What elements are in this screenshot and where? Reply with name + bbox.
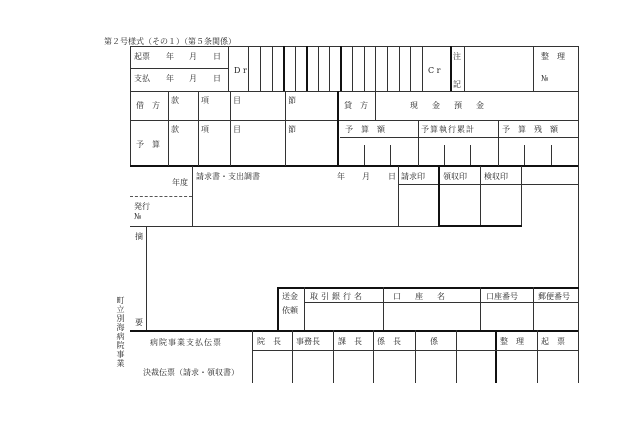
- rule: [387, 46, 388, 91]
- issue-no-label: №: [134, 212, 142, 221]
- rule: [418, 120, 419, 166]
- summary-label-1: 摘: [135, 232, 143, 241]
- invoice-month: 月: [362, 172, 370, 181]
- kihyo-year: 年: [166, 52, 174, 61]
- budget-kou-label: 項: [201, 125, 209, 134]
- rule: [146, 226, 147, 330]
- rule: [272, 46, 273, 91]
- kihyo-bottom-label: 起 票: [541, 337, 565, 346]
- rule: [551, 145, 552, 165]
- invoice-year: 年: [337, 172, 345, 181]
- rule: [456, 330, 457, 383]
- shiharai-year: 年: [166, 74, 174, 83]
- dotted-rule: [130, 196, 192, 197]
- rule: [333, 330, 334, 383]
- rule: [495, 330, 497, 383]
- rule: [383, 287, 384, 330]
- rule: [352, 46, 353, 91]
- rule: [277, 287, 279, 330]
- debit-side-label: 借 方: [136, 101, 160, 110]
- account-number-label: 口座番号: [486, 292, 518, 301]
- rule: [306, 46, 308, 91]
- rule: [340, 137, 578, 138]
- shiharai-label: 支払: [134, 74, 150, 83]
- rule: [304, 302, 578, 303]
- rule: [130, 68, 228, 69]
- debit-kan-label: 款: [171, 96, 179, 105]
- rule: [375, 91, 376, 120]
- rule: [295, 46, 296, 91]
- rule: [130, 46, 578, 47]
- budget-kan-label: 款: [171, 125, 179, 134]
- seiri-bottom-label: 整 理: [500, 337, 524, 346]
- rule: [578, 46, 579, 336]
- shiharai-day: 日: [213, 74, 221, 83]
- invoice-day: 日: [388, 172, 396, 181]
- rule: [533, 287, 534, 330]
- cash-deposit-label: 現 金 預 金: [410, 101, 487, 110]
- rule: [168, 91, 169, 166]
- credit-side-label: 貸 方: [344, 101, 368, 110]
- budget-remaining-label: 予 算 残 額: [502, 125, 558, 134]
- rule: [524, 145, 525, 165]
- rule: [192, 166, 193, 226]
- rule: [450, 46, 452, 91]
- inspection-seal-label: 検収印: [484, 172, 508, 181]
- rule: [438, 225, 522, 227]
- seiri-label: 整 理: [541, 52, 565, 61]
- budget-label: 予 算: [136, 140, 160, 149]
- rule: [340, 46, 342, 91]
- side-title: 町立別海病院事業: [116, 296, 125, 368]
- rule: [252, 330, 253, 383]
- remittance-label-1: 送金: [282, 292, 298, 301]
- director-label: 院 長: [257, 337, 281, 346]
- rule: [399, 46, 400, 91]
- credit-label: C r: [428, 66, 441, 75]
- rule: [292, 330, 293, 383]
- remittance-label-2: 依頼: [282, 306, 298, 315]
- rule: [130, 330, 579, 332]
- rule: [533, 46, 534, 91]
- rule: [521, 166, 522, 226]
- debit-setsu-label: 節: [288, 96, 296, 105]
- form-number-header: 第２号様式（その１）（第５条関係）: [104, 37, 236, 46]
- rule: [230, 91, 231, 166]
- budget-setsu-label: 節: [288, 125, 296, 134]
- kihyo-month: 月: [189, 52, 197, 61]
- rule: [415, 330, 416, 383]
- rule: [390, 145, 391, 165]
- note-label-1: 注: [453, 52, 461, 61]
- staff-label: 係: [430, 337, 438, 346]
- rule: [260, 46, 261, 91]
- rule: [375, 46, 376, 91]
- rule: [398, 184, 578, 185]
- invoice-title: 請求書・支出調書: [196, 172, 260, 181]
- rule: [304, 287, 305, 330]
- note-label-2: 記: [453, 80, 461, 89]
- rule: [130, 46, 131, 166]
- office-manager-label: 事務長: [296, 337, 320, 346]
- rule: [438, 166, 440, 226]
- postal-code-label: 郵便番号: [538, 292, 570, 301]
- rule: [318, 46, 319, 91]
- budget-executed-label: 予算執行累計: [421, 125, 475, 134]
- rule: [252, 350, 578, 351]
- seiri-no-label: №: [541, 74, 549, 83]
- rule: [578, 330, 579, 383]
- rule: [248, 46, 249, 91]
- summary-label-2: 要: [135, 318, 143, 327]
- voucher-title: 病院事業支払伝票: [150, 338, 222, 347]
- rule: [283, 46, 285, 91]
- budget-amount-label: 予 算 額: [345, 125, 385, 134]
- fiscal-year-label: 年度: [172, 178, 188, 187]
- rule: [480, 287, 481, 330]
- rule: [364, 46, 365, 91]
- rule: [422, 46, 423, 91]
- rule: [410, 46, 411, 91]
- receipt-seal-label: 領収印: [443, 172, 467, 181]
- section-chief-label: 課 長: [338, 337, 362, 346]
- claim-seal-label: 請求印: [401, 172, 425, 181]
- rule: [373, 330, 374, 383]
- kihyo-day: 日: [213, 52, 221, 61]
- issue-label: 発行: [134, 202, 150, 211]
- approval-voucher-label: 決裁伝票（請求・領収書）: [143, 368, 239, 377]
- rule: [398, 166, 399, 226]
- rule: [130, 226, 438, 227]
- rule: [537, 330, 538, 383]
- rule: [498, 120, 499, 166]
- rule: [480, 166, 481, 226]
- kihyo-label: 起票: [134, 52, 150, 61]
- bank-name-label: 取引銀行名: [310, 292, 365, 301]
- rule: [464, 46, 465, 91]
- subsection-chief-label: 係 長: [377, 337, 401, 346]
- rule: [285, 91, 286, 166]
- budget-moku-label: 目: [233, 125, 241, 134]
- debit-kou-label: 項: [201, 96, 209, 105]
- account-name-label: 口 座 名: [393, 292, 448, 301]
- rule: [329, 46, 330, 91]
- shiharai-month: 月: [189, 74, 197, 83]
- rule: [364, 145, 365, 165]
- rule: [228, 46, 229, 91]
- rule: [337, 91, 339, 166]
- rule: [444, 145, 445, 165]
- debit-label: D r: [234, 66, 247, 75]
- debit-moku-label: 目: [233, 96, 241, 105]
- rule: [198, 91, 199, 166]
- rule: [470, 145, 471, 165]
